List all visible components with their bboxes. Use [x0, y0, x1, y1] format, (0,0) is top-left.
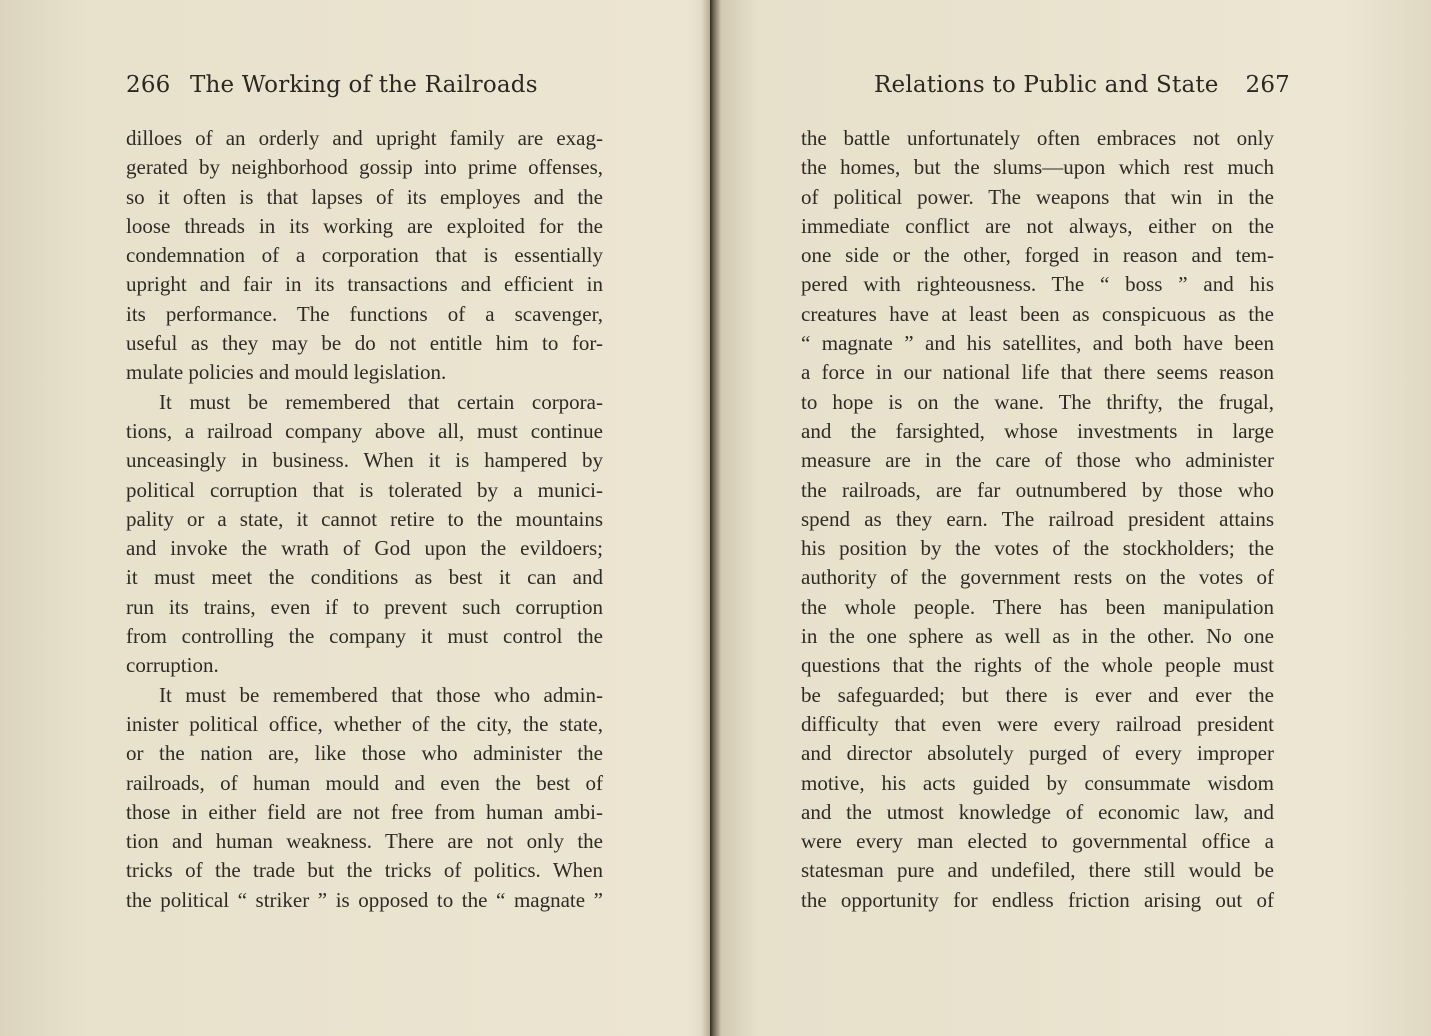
left-running-title: The Working of the Railroads [190, 72, 538, 98]
left-body-text [126, 124, 603, 915]
left-page [0, 0, 700, 1036]
text-line: to hope is on the wane. The thrifty, the frugal, [801, 389, 1274, 414]
text-line: mulate policies and mould legislation. [126, 360, 447, 385]
text-line: his position by the votes of the stockholders; the [801, 536, 1274, 561]
text-line: the homes, but the slums—upon which rest much [801, 155, 1274, 180]
text-line: immediate conflict are not always, either on the [801, 213, 1274, 238]
text-line: run its trains, even if to prevent such corruption [126, 594, 603, 619]
text-line: from controlling the company it must control the [126, 624, 603, 649]
text-line: and the utmost knowledge of economic law, and [801, 799, 1274, 824]
text-line: of political power. The weapons that win in the [801, 184, 1274, 209]
text-line: and invoke the wrath of God upon the evildoers; [126, 536, 603, 561]
text-line: statesman pure and undefiled, there still would be [801, 858, 1274, 883]
text-line: the whole people. There has been manipulation [801, 594, 1274, 619]
text-line: tion and human weakness. There are not only the [126, 829, 603, 854]
left-page-number: 266 [126, 72, 171, 98]
text-line: tions, a railroad company above all, must continue [126, 418, 603, 443]
text-line: were every man elected to governmental office a [801, 829, 1274, 854]
text-line: loose threads in its working are exploited for the [126, 213, 603, 238]
text-line: spend as they earn. The railroad president attains [801, 506, 1274, 531]
text-line: the battle unfortunately often embraces not only [801, 126, 1274, 150]
text-line: authority of the government rests on the votes of [801, 565, 1274, 590]
text-line: or the nation are, like those who administer the [126, 741, 603, 766]
text-line: political corruption that is tolerated by a munici- [126, 477, 603, 502]
text-line: in the one sphere as well as in the other. No one [801, 624, 1274, 649]
text-line: those in either field are not free from human ambi- [126, 799, 603, 824]
text-line: and director absolutely purged of every improper [801, 741, 1274, 766]
right-body-text [801, 124, 1274, 915]
right-page [712, 0, 1431, 1036]
text-line: dilloes of an orderly and upright family are exag- [126, 126, 603, 150]
text-line: “ magnate ” and his satellites, and both have been [801, 331, 1274, 356]
text-line: the opportunity for endless friction arising out of [801, 887, 1274, 912]
text-line: so it often is that lapses of its employes and the [126, 184, 603, 209]
text-line: condemnation of a corporation that is essentially [126, 243, 603, 268]
text-line: unceasingly in business. When it is hampered by [126, 448, 603, 473]
text-line: pered with righteousness. The “ boss ” and his [801, 272, 1274, 297]
text-line: corruption. [126, 653, 219, 678]
text-line: one side or the other, forged in reason and tem- [801, 243, 1274, 268]
text-line: a force in our national life that there seems reason [801, 360, 1274, 385]
text-line: the railroads, are far outnumbered by those who [801, 477, 1274, 502]
text-line: gerated by neighborhood gossip into prime offenses, [126, 155, 603, 180]
text-line: useful as they may be do not entitle him to for- [126, 331, 603, 356]
text-line: pality or a state, it cannot retire to the mountains [126, 506, 603, 531]
text-line: its performance. The functions of a scavenger, [126, 301, 603, 326]
right-running-title: Relations to Public and State [874, 72, 1219, 98]
text-line: measure are in the care of those who administer [801, 448, 1274, 473]
text-line: and the farsighted, whose investments in large [801, 418, 1274, 443]
text-line: tricks of the trade but the tricks of politics. When [126, 858, 603, 883]
text-line: the political “ striker ” is opposed to the “ magnate ” [126, 887, 603, 912]
text-line: motive, his acts guided by consummate wisdom [801, 770, 1274, 795]
text-line: inister political office, whether of the city, the state, [126, 711, 603, 736]
text-line: railroads, of human mould and even the best of [126, 770, 603, 795]
text-line: it must meet the conditions as best it can and [126, 565, 603, 590]
text-line: difficulty that even were every railroad president [801, 711, 1274, 736]
text-line: questions that the rights of the whole people must [801, 653, 1274, 678]
right-page-number: 267 [1245, 72, 1290, 98]
text-line: upright and fair in its transactions and efficient in [126, 272, 603, 297]
text-line: creatures have at least been as conspicuous as the [801, 301, 1274, 326]
text-line: It must be remembered that certain corpora- [159, 389, 603, 414]
text-line: It must be remembered that those who admin- [159, 682, 603, 707]
text-line: be safeguarded; but there is ever and ever the [801, 682, 1274, 707]
